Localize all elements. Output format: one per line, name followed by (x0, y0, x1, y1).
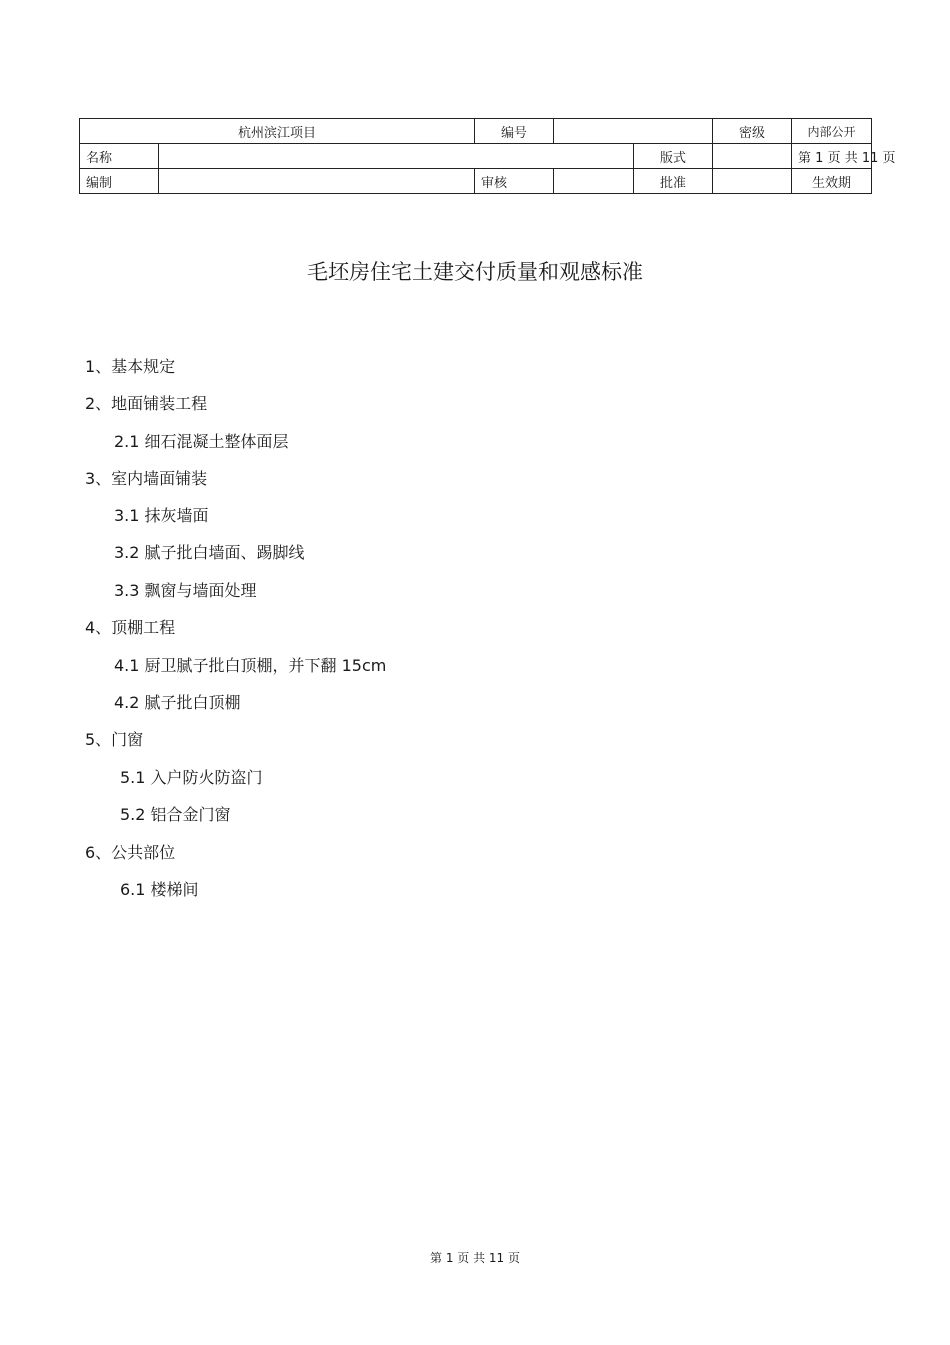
document-header-table (79, 118, 896, 194)
page-footer: 第 1 页 共 11 页 (430, 1251, 520, 1265)
toc-item: 3.3 飘窗与墙面处理 (114, 581, 257, 600)
approve-value (713, 169, 792, 194)
author-label: 编制 (80, 169, 159, 194)
toc-item: 5、门窗 (85, 730, 144, 749)
secrecy-label: 密级 (713, 119, 792, 144)
version-value (713, 144, 792, 169)
toc-item: 3.1 抹灰墙面 (114, 506, 209, 525)
header-row-1 (80, 119, 872, 144)
approve-label: 批准 (634, 169, 713, 194)
code-value (554, 119, 713, 144)
page-info: 第 1 页 共 11 页 (792, 144, 872, 169)
toc-item: 2.1 细石混凝土整体面层 (114, 432, 289, 451)
toc-item: 6.1 楼梯间 (120, 880, 199, 899)
name-value (159, 144, 634, 169)
toc-item: 3.2 腻子批白墙面、踢脚线 (114, 543, 305, 562)
toc-item: 2、地面铺装工程 (85, 394, 208, 413)
toc-item: 3、室内墙面铺装 (85, 469, 208, 488)
toc-item: 5.1 入户防火防盗门 (120, 768, 263, 787)
document-title: 毛坯房住宅土建交付质量和观感标准 (307, 260, 643, 284)
toc-item: 4、顶棚工程 (85, 618, 176, 637)
author-value (159, 169, 475, 194)
toc-item: 6、公共部位 (85, 843, 176, 862)
header-row-2 (80, 144, 872, 169)
toc-item: 1、基本规定 (85, 357, 176, 376)
review-value (554, 169, 634, 194)
header-row-3 (80, 169, 872, 194)
project-name-cell: 杭州滨江项目 (80, 119, 475, 144)
name-label: 名称 (80, 144, 159, 169)
toc-item: 5.2 铝合金门窗 (120, 805, 231, 824)
effective-label: 生效期 (792, 169, 872, 194)
secrecy-value: 内部公开 (792, 119, 872, 144)
code-label: 编号 (475, 119, 554, 144)
version-label: 版式 (634, 144, 713, 169)
toc-item: 4.2 腻子批白顶棚 (114, 693, 241, 712)
toc-item: 4.1 厨卫腻子批白顶棚，并下翻 15cm (114, 656, 387, 675)
review-label: 审核 (475, 169, 554, 194)
